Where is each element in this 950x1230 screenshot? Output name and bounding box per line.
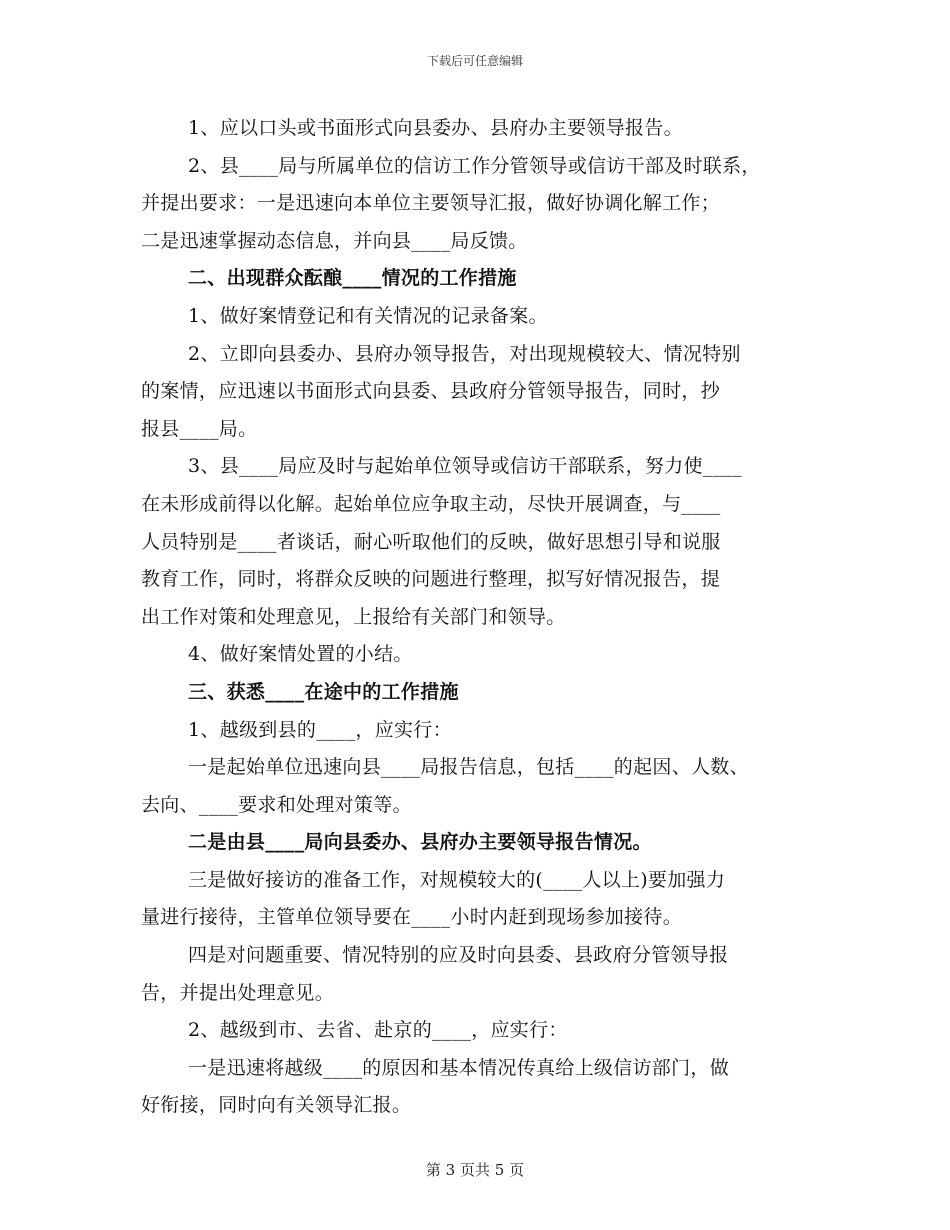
page-footer: 第 3 页共 5 页 [425, 1161, 525, 1179]
text-line: 2、立即向县委办、县府办领导报告，对出现规模较大、情况特别 [188, 342, 741, 365]
text-line: 的案情，应迅速以书面形式向县委、县政府分管领导报告，同时，抄 [141, 380, 721, 403]
text-line: 报县____局。 [141, 417, 258, 440]
document-body [141, 110, 821, 1125]
text-line: 并提出要求：一是迅速向本单位主要领导汇报，做好协调化解工作； [141, 192, 721, 215]
section-heading: 二是由县____局向县委办、县府办主要领导报告情况。 [188, 831, 652, 854]
text-line: 教育工作，同时，将群众反映的问题进行整理，拟写好情况报告，提 [141, 568, 721, 591]
text-line: 2、县____局与所属单位的信访工作分管领导或信访干部及时联系， [188, 154, 761, 177]
text-line: 好衔接，同时向有关领导汇报。 [141, 1094, 412, 1117]
text-line: 告，并提出处理意见。 [141, 981, 335, 1004]
section-heading: 三、获悉____在途中的工作措施 [188, 680, 459, 703]
text-line: 去向、____要求和处理对策等。 [141, 793, 412, 816]
text-line: 3、县____局应及时与起始单位领导或信访干部联系，努力使____ [188, 455, 742, 478]
text-line: 人员特别是____者谈话，耐心听取他们的反映，做好思想引导和说服 [141, 530, 721, 553]
text-line: 2、越级到市、去省、赴京的____，应实行： [188, 1019, 568, 1042]
page-header: 下载后可任意编辑 [426, 54, 523, 68]
text-line: 二是迅速掌握动态信息，并向县____局反馈。 [141, 229, 528, 252]
text-line: 四是对问题重要、情况特别的应及时向县委、县政府分管领导报 [188, 944, 729, 967]
text-line: 三是做好接访的准备工作，对规模较大的(____人以上)要加强力 [188, 868, 726, 891]
text-line: 出工作对策和处理意见，上报给有关部门和领导。 [141, 605, 566, 628]
text-line: 量进行接待，主管单位领导要在____小时内赶到现场参加接待。 [141, 906, 683, 929]
section-heading: 二、出现群众酝酿____情况的工作措施 [188, 267, 517, 290]
text-line: 1、做好案情登记和有关情况的记录备案。 [188, 304, 548, 327]
text-line: 一是起始单位迅速向县____局报告信息，包括____的起因、人数、 [188, 756, 749, 779]
text-line: 1、越级到县的____，应实行： [188, 718, 452, 741]
text-line: 一是迅速将越级____的原因和基本情况传真给上级信访部门，做 [188, 1056, 730, 1079]
text-line: 1、应以口头或书面形式向县委办、县府办主要领导报告。 [188, 117, 683, 139]
text-line: 在未形成前得以化解。起始单位应争取主动，尽快开展调查，与____ [141, 492, 721, 515]
text-line: 4、做好案情处置的小结。 [188, 643, 413, 666]
